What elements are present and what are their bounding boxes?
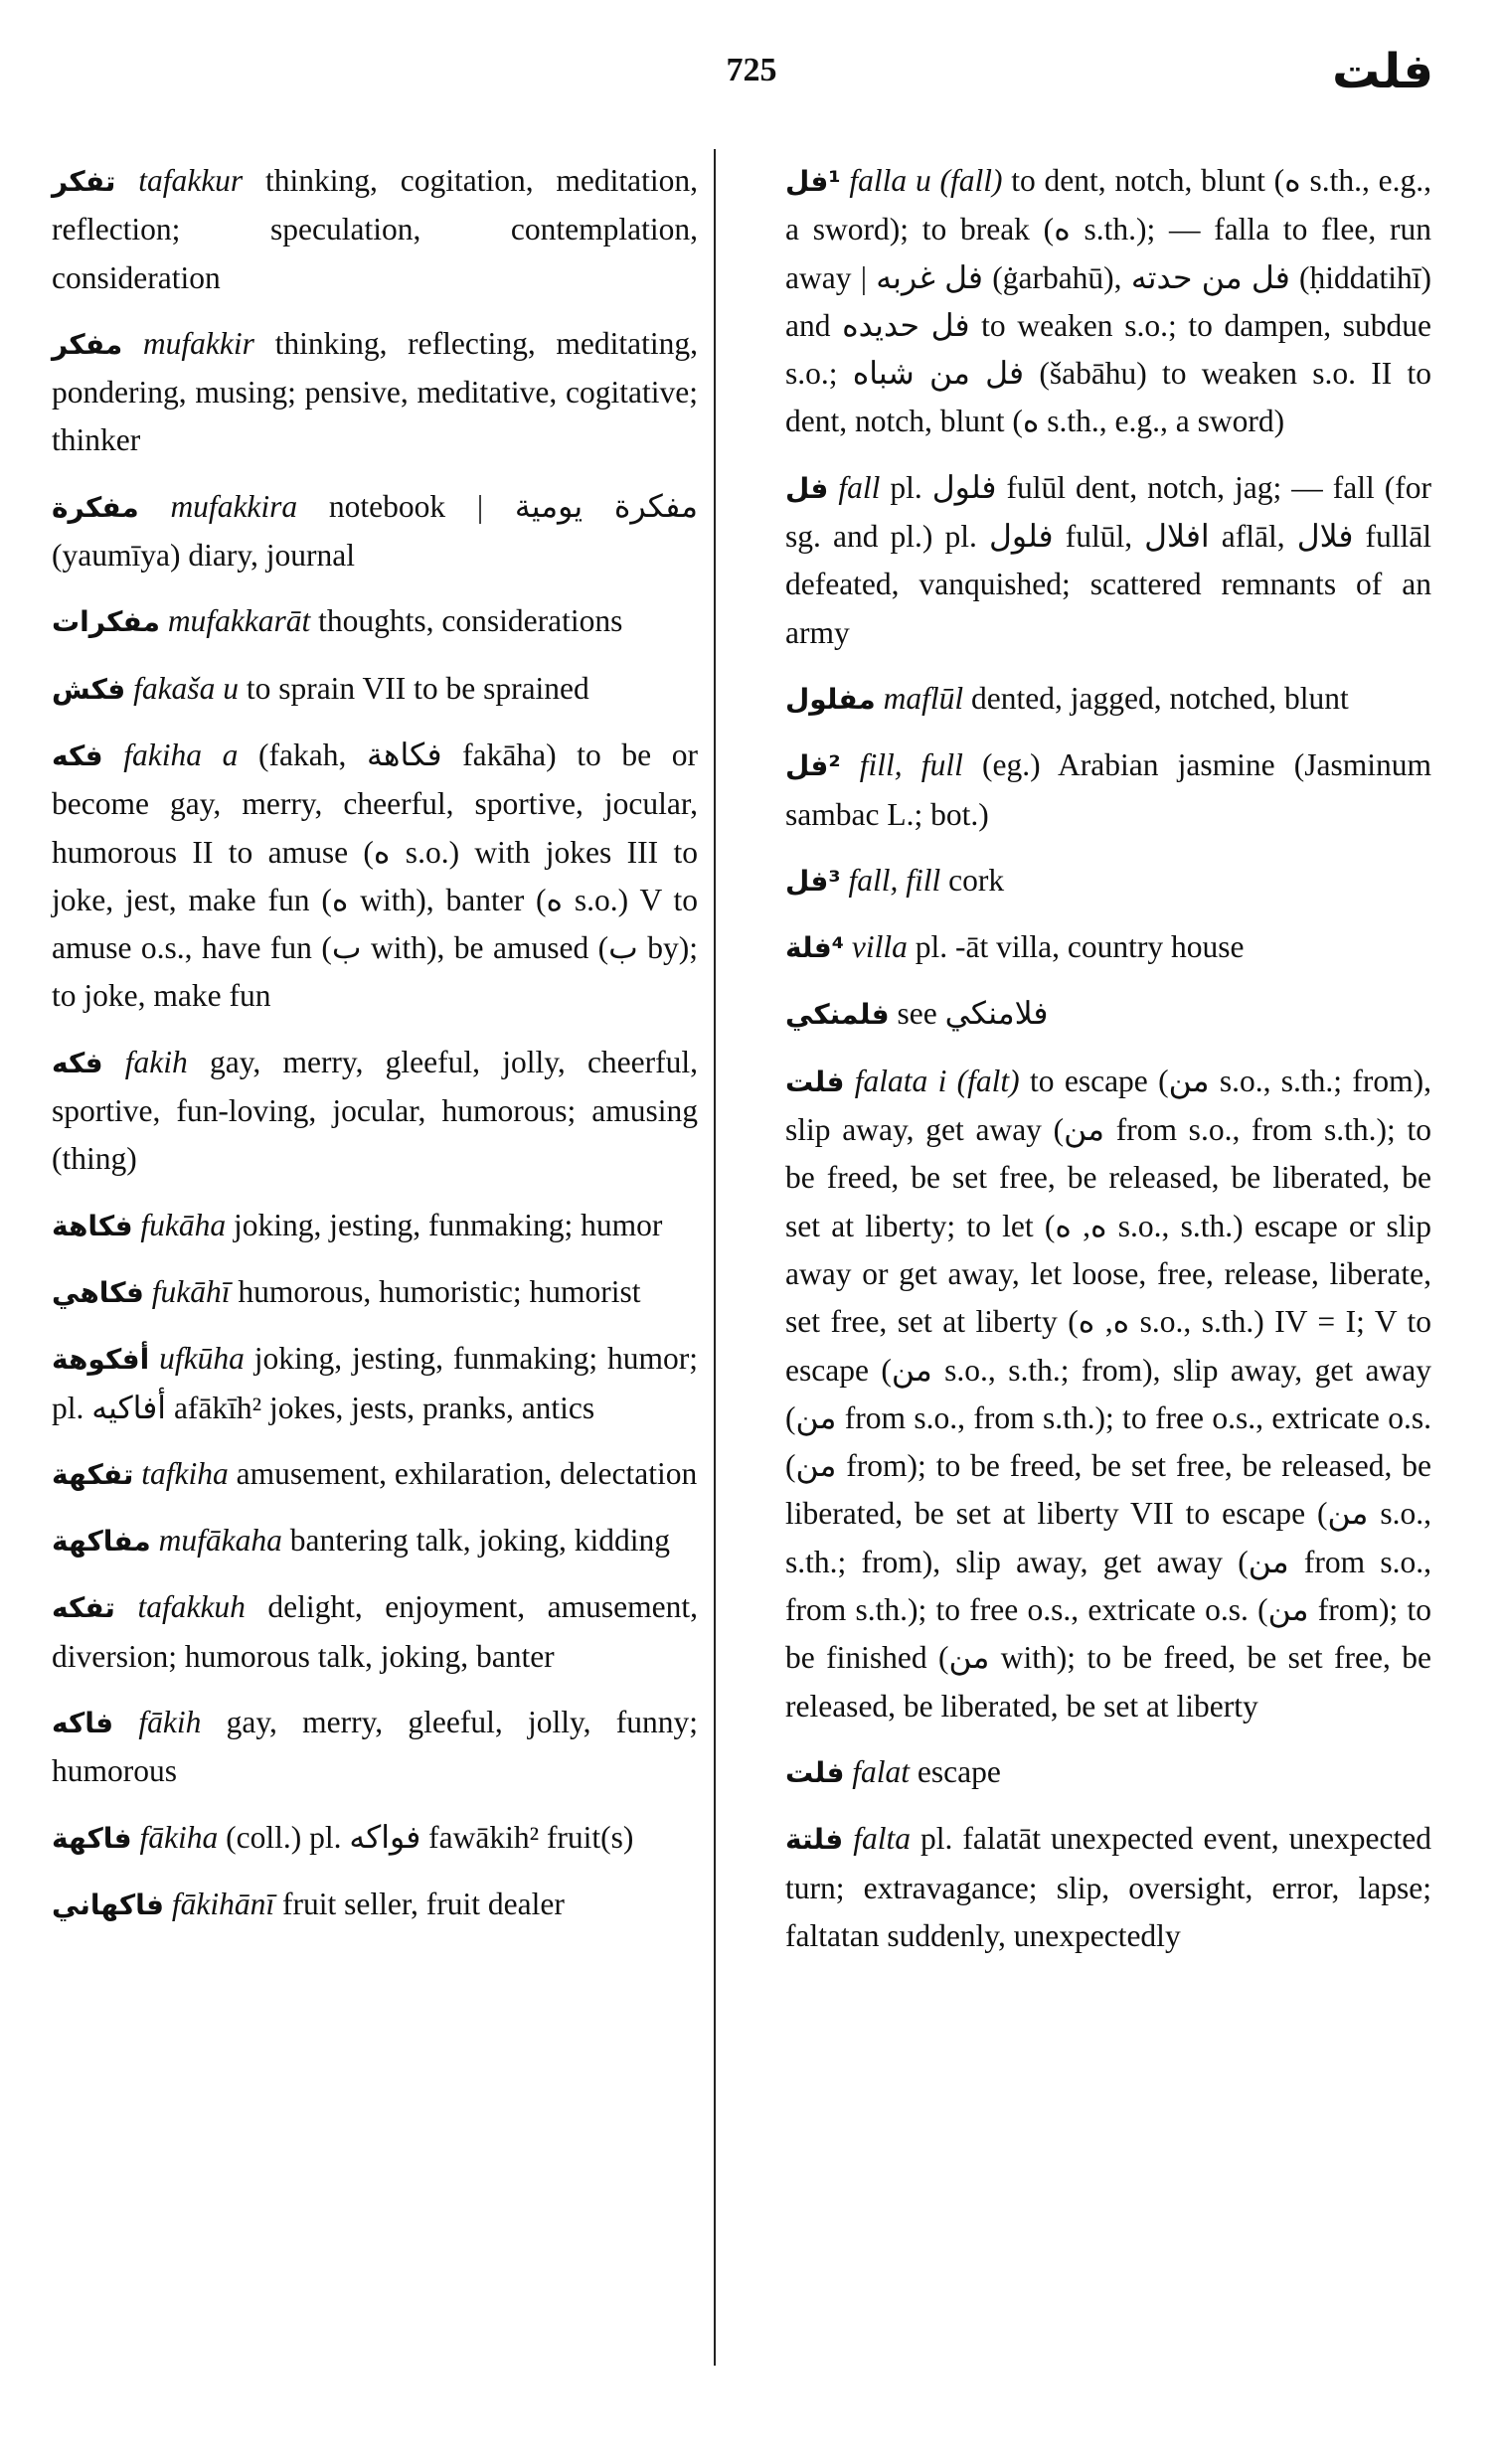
left-column (52, 157, 698, 1947)
transliteration: falata i (falt) (854, 1063, 1020, 1098)
definition: see فلامنكي (897, 996, 1049, 1032)
arabic-headword: فل (785, 471, 829, 505)
dictionary-entry (785, 857, 1431, 905)
dictionary-entry (52, 1039, 698, 1184)
arabic-headword: فاكهة (52, 1821, 132, 1855)
transliteration: tafakkuh (137, 1589, 246, 1625)
definition: pl. -āt villa, country house (907, 929, 1245, 965)
page-number: 725 (726, 52, 777, 88)
definition: pl. فلول fulūl dent, notch, jag; — fall (for sg. and pl.) pl. فلول fulūl, افلال aflāl, فلال fullāl defeated, vanquished; scattered remnants of an army (785, 469, 1432, 650)
dictionary-entry (52, 1202, 698, 1250)
arabic-headword: مفكرات (52, 605, 160, 639)
transliteration: mufakkira (170, 488, 298, 524)
definition: thoughts, considerations (310, 603, 623, 639)
arabic-headword: ²فل (785, 749, 841, 783)
dictionary-entry (52, 1335, 698, 1432)
definition: notebook | مفكرة يومية (yaumīya) diary, journal (52, 488, 698, 574)
arabic-headword: فلمنكي (785, 998, 890, 1032)
transliteration: tafakkur (138, 163, 244, 198)
transliteration: fākihānī (171, 1886, 275, 1921)
transliteration: villa (851, 929, 908, 965)
right-column (785, 157, 1431, 1978)
dictionary-entry (785, 1815, 1431, 1960)
arabic-headword: أفكوهة (52, 1343, 150, 1377)
transliteration: fakih (124, 1044, 188, 1079)
dictionary-entry (785, 464, 1431, 657)
definition: escape (910, 1753, 1001, 1789)
column-divider (714, 149, 716, 2366)
transliteration: fākih (138, 1705, 202, 1740)
dictionary-entry (52, 665, 698, 714)
definition: joking, jesting, funmaking; humor (226, 1207, 663, 1242)
transliteration: falta (853, 1821, 911, 1857)
definition: gay, merry, gleeful, jolly, funny; humorous (52, 1705, 699, 1789)
definition: to escape (من s.o., s.th.; from), slip away, get away (من from s.o., from s.th.); to be freed, be set free, be released, be liberated, be set at liberty; to let (ه, ه s.o., s.th.) escape or slip away or get away, let loose, free, release, liberate, set free, set at liberty (ه, ه s.o., s.th.) IV = I; V to escape (من s.o., s.th.; from), slip away, get away (من from s.o., from s.th.); to free o.s., extricate o.s. (من from); to be freed, be set free, be released, be liberated, be set at liberty VII to escape (من s.o., s.th.; from), slip away, get away (من from s.o., from s.th.); to free o.s., extricate o.s. (من from); to be finished (من with); to be freed, be set free, be released, be liberated, be set at liberty (785, 1063, 1432, 1724)
transliteration: tafkiha (141, 1455, 229, 1491)
transliteration: fakaša u (133, 670, 239, 706)
transliteration: falat (852, 1753, 911, 1789)
transliteration: fill, full (859, 747, 963, 783)
dictionary-entry (52, 1699, 698, 1796)
definition: dented, jagged, notched, blunt (963, 680, 1349, 716)
arabic-headword: تفكهة (52, 1457, 134, 1491)
arabic-headword: مفاكهة (52, 1525, 151, 1559)
dictionary-entry (52, 732, 698, 1021)
dictionary-entry (52, 1268, 698, 1317)
definition: to dent, notch, blunt (ه s.th., e.g., a sword); to break (ه s.th.); — falla to flee, run away | فل غربه (ġarbahū), فل من حدته (ḥiddatihī) and فل حديده to weaken s.o.; to dampen, subdue s.o.; فل من شباه (šabāhu) to weaken s.o. II to dent, notch, blunt (ه s.th., e.g., a sword) (785, 163, 1432, 439)
dictionary-entry (785, 923, 1431, 972)
arabic-headword: فلت (785, 1065, 845, 1098)
arabic-headword: تفكه (52, 1591, 115, 1625)
arabic-headword: فكش (52, 672, 126, 706)
definition: (eg.) Arabian jasmine (Jasminum sambac L.; bot.) (785, 747, 1432, 832)
arabic-headword: فكاهة (52, 1209, 133, 1242)
definition: thinking, cogitation, meditation, reflection; speculation, contemplation, consideration (52, 163, 698, 295)
arabic-headword: تفكر (52, 165, 116, 198)
transliteration: mufakkarāt (167, 603, 311, 639)
definition: amusement, exhilaration, delectation (228, 1455, 698, 1491)
arabic-headword: فلتة (785, 1823, 844, 1857)
transliteration: fakiha a (123, 737, 239, 772)
arabic-headword: مفكرة (52, 490, 139, 524)
dictionary-entry (52, 320, 698, 465)
dictionary-entry (785, 1748, 1431, 1797)
dictionary-entry (52, 157, 698, 302)
dictionary-entry (52, 483, 698, 580)
dictionary-entry (52, 1583, 698, 1681)
definition: (coll.) pl. فواكه fawākih² fruit(s) (218, 1819, 634, 1855)
arabic-headword: فكه (52, 1046, 103, 1079)
dictionary-entry (52, 1450, 698, 1499)
transliteration: fukāhī (151, 1273, 231, 1309)
arabic-headword: فكه (52, 739, 103, 772)
dictionary-entry (52, 597, 698, 646)
dictionary-entry (785, 675, 1431, 724)
definition: joking, jesting, funmaking; humor; pl. أفاكيه afākīh² jokes, jests, pranks, antics (52, 1341, 699, 1425)
transliteration: fall, fill (848, 862, 941, 898)
definition: humorous, humoristic; humorist (230, 1273, 641, 1309)
definition: bantering talk, joking, kidding (281, 1523, 671, 1559)
arabic-headword: فاكه (52, 1707, 114, 1740)
dictionary-entry (785, 741, 1431, 839)
arabic-headword: ⁴فلة (785, 931, 845, 965)
arabic-headword: ³فل (785, 864, 841, 898)
arabic-headword: ¹فل (785, 165, 841, 198)
definition: (fakah, فكاهة fakāha) to be or become gay, merry, cheerful, sportive, jocular, humorous II to amuse (ه s.o.) with jokes III to joke, jest, make fun (ه with), banter (ه s.o.) V to amuse o.s., have fun (ب with), be amused (ب by); to joke, make fun (52, 737, 699, 1014)
arabic-headword: مفلول (785, 682, 876, 716)
transliteration: mufakkir (142, 325, 254, 361)
dictionary-entry (785, 157, 1431, 446)
transliteration: fukāha (140, 1207, 227, 1242)
arabic-headword: فكاهي (52, 1275, 144, 1309)
dictionary-entry (52, 1881, 698, 1929)
transliteration: fall (838, 469, 881, 505)
transliteration: mufākaha (158, 1523, 282, 1559)
dictionary-entry (785, 990, 1431, 1039)
definition: to sprain VII to be sprained (238, 670, 589, 706)
definition: thinking, reflecting, meditating, pondering, musing; pensive, meditative, cogitative; thinker (52, 325, 699, 458)
definition: gay, merry, gleeful, jolly, cheerful, sportive, fun-loving, jocular, humorous; amusing (thing) (52, 1044, 698, 1177)
transliteration: maflūl (883, 680, 964, 716)
definition: pl. falatāt unexpected event, unexpected turn; extravagance; slip, oversight, error, lapse; faltatan suddenly, unexpectedly (785, 1821, 1432, 1953)
transliteration: falla u (fall) (849, 163, 1003, 198)
arabic-headword: مفكر (52, 327, 123, 361)
transliteration: ufkūha (159, 1341, 245, 1377)
dictionary-entry (785, 1058, 1431, 1730)
definition: cork (940, 862, 1005, 898)
running-head: فلت (1332, 44, 1433, 99)
dictionary-entry (52, 1517, 698, 1565)
arabic-headword: فلت (785, 1755, 845, 1789)
transliteration: fākiha (139, 1819, 219, 1855)
definition: fruit seller, fruit dealer (274, 1886, 565, 1921)
dictionary-entry (52, 1814, 698, 1863)
arabic-headword: فاكهاني (52, 1888, 164, 1921)
definition: delight, enjoyment, amusement, diversion; humorous talk, joking, banter (52, 1589, 698, 1674)
